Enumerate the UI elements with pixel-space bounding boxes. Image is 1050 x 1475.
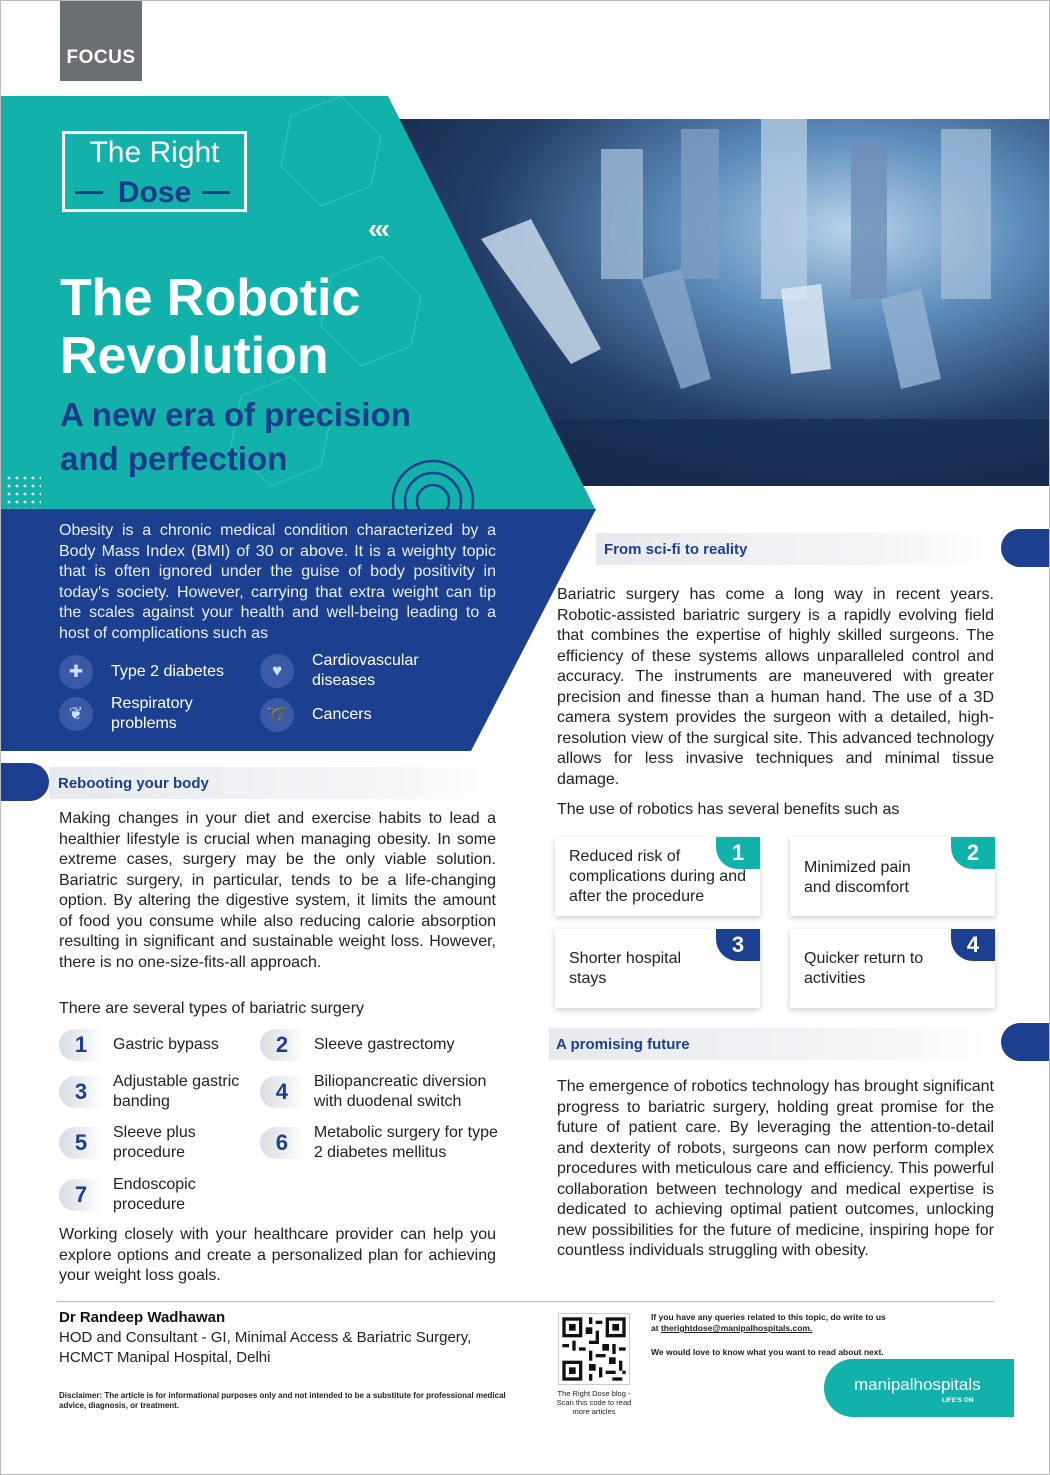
author-name: Dr Randeep Wadhawan	[59, 1309, 226, 1326]
benefit-card	[790, 929, 995, 1008]
benefit-label: Reduced risk of complications during and after the procedure	[569, 848, 746, 905]
condition-item	[260, 651, 440, 691]
number-badge: 2	[260, 1029, 304, 1061]
benefit-number: 1	[716, 837, 760, 869]
benefit-number: 4	[951, 929, 995, 961]
focus-tab	[60, 1, 142, 81]
surgery-type-item	[260, 1072, 505, 1112]
surgery-type-label: Biliopancreatic diversion with duodenal switch	[313, 1073, 487, 1110]
rebooting-closing: Working closely with your healthcare provider can help you explore options and create a personalized plan for achieving your weight loss goals.	[59, 1226, 496, 1284]
lungs-icon: ❦	[59, 697, 93, 731]
contact-email-link[interactable]: therightdose@manipalhospitals.com.	[660, 1323, 813, 1333]
benefit-card	[790, 837, 995, 916]
intro-text: Obesity is a chronic medical condition characterized by a Body Mass Index (BMI) of 30 or above. It is a weighty topic that is often ignored under the guise of body positivity in today's society. However, carrying that extra weight can tip the scales against your health and well-being leading to a host of complications such as	[59, 522, 496, 642]
surgery-type-label: Endoscopic procedure	[113, 1176, 196, 1213]
number-badge: 3	[59, 1076, 103, 1108]
title-line1: The Robotic	[60, 269, 361, 327]
surgery-type-label: Gastric bypass	[113, 1036, 219, 1053]
section-heading-future: A promising future	[549, 1028, 1001, 1060]
section-tab-right	[1001, 1023, 1049, 1061]
logo-dash-right	[202, 191, 230, 194]
disclaimer: Disclaimer: The article is for informational purposes only and not intended to be a substitute for professional medical advice, diagnosis, or treatment.	[59, 1391, 506, 1410]
benefit-card	[555, 929, 760, 1008]
section-heading-scifi: From sci-fi to reality	[596, 533, 1001, 565]
section-heading-rebooting: Rebooting your body	[49, 767, 509, 799]
condition-item	[59, 694, 249, 734]
section-tag: FOCUS	[66, 47, 136, 68]
condition-label: Type 2 diabetes	[111, 663, 224, 680]
surgery-type-label: Sleeve gastrectomy	[314, 1036, 455, 1053]
condition-item	[59, 655, 224, 689]
surgery-type-label: Sleeve plus procedure	[113, 1124, 196, 1161]
manipal-hospitals-logo	[824, 1359, 1014, 1417]
future-text: The emergence of robotics technology has brought significant progress to bariatric surgery, holding great promise for the future of patient care. By leveraging the attention-to-detail and dexterity of robots, surgeons can now perform complex procedures with meticulous care and efficiency. This powerful collaboration between technology and medical expertise is dedicated to achieving optimal patient outcomes, unlocking new possibilities for the future of medicine, inspiring hope for countless individuals struggling with obesity.	[557, 1078, 994, 1259]
diabetes-icon: ✚	[59, 655, 93, 689]
number-badge: 4	[260, 1076, 304, 1108]
page-title	[60, 269, 360, 385]
number-badge: 7	[59, 1179, 103, 1211]
title-line2: Revolution	[60, 327, 329, 385]
surgery-type-item	[59, 1175, 249, 1215]
query-text: If you have any queries related to this topic, do write to us at	[651, 1312, 886, 1333]
surgery-type-item	[260, 1029, 500, 1061]
surgery-type-item	[59, 1029, 249, 1061]
benefit-number: 3	[716, 929, 760, 961]
number-badge: 6	[260, 1127, 304, 1159]
benefit-card	[555, 837, 760, 916]
author-role-line1: HOD and Consultant - GI, Minimal Access & Bariatric Surgery,	[59, 1329, 472, 1346]
ribbon-icon: ➰	[260, 698, 294, 732]
query-note	[651, 1312, 891, 1334]
logo-line1: The Right	[89, 136, 220, 169]
condition-label: Respiratory problems	[111, 695, 193, 732]
condition-label: Cancers	[312, 706, 372, 723]
benefit-label: Shorter hospital stays	[569, 950, 682, 987]
subtitle-line2: and perfection	[60, 440, 288, 477]
surgery-type-item	[59, 1072, 249, 1112]
surgery-type-label: Adjustable gastric banding	[113, 1073, 240, 1110]
section-tab-right	[1001, 529, 1049, 567]
types-intro: There are several types of bariatric surgery	[59, 1000, 365, 1017]
page-subtitle	[60, 393, 411, 481]
footer-divider	[57, 1301, 994, 1302]
subtitle-line1: A new era of precision	[60, 396, 411, 433]
benefits-intro: The use of robotics has several benefits such as	[557, 801, 900, 818]
surgery-type-item	[59, 1123, 249, 1163]
benefit-number: 2	[951, 837, 995, 869]
number-badge: 5	[59, 1127, 103, 1159]
condition-item	[260, 698, 372, 732]
qr-code[interactable]	[558, 1313, 630, 1385]
number-badge: 1	[59, 1029, 103, 1061]
author-role-line2: HCMCT Manipal Hospital, Delhi	[59, 1349, 271, 1366]
logo-dash-left	[75, 191, 103, 194]
brand-tagline: LIFE'S ON	[942, 1397, 974, 1404]
surgery-type-label: Metabolic surgery for type 2 diabetes mellitus	[313, 1124, 498, 1161]
section-tab-left	[1, 763, 49, 801]
heart-icon: ♥	[260, 654, 294, 688]
benefit-label: Minimized pain and discomfort	[804, 859, 911, 896]
scifi-text: Bariatric surgery has come a long way in recent years. Robotic-assisted bariatric surgery is a rapidly evolving field that combines the expertise of highly skilled surgeons. The efficiency of these systems allows unparalleled control and accuracy. The instruments are maneuvered with greater precision and finesse than a human hand. The use of a 3D camera system provides the surgeon with a detailed, high-resolution view of the surgical site. This advanced technology allows for less invasive techniques and minimal tissue damage.	[557, 586, 994, 788]
the-right-dose-logo	[62, 131, 247, 213]
logo-line2: Dose	[117, 176, 192, 209]
condition-label: Cardiovascular diseases	[312, 652, 419, 689]
qr-code-graphic	[559, 1314, 629, 1384]
author-role	[59, 1328, 471, 1368]
feedback-note: We would love to know what you want to read about next.	[651, 1347, 884, 1357]
surgery-type-item	[260, 1123, 505, 1163]
benefit-label: Quicker return to activities	[804, 950, 924, 987]
qr-caption: The Right Dose blog - Scan this code to read more articles	[556, 1389, 632, 1416]
rebooting-text: Making changes in your diet and exercise habits to lead a healthier lifestyle is crucial when managing obesity. In some extreme cases, surgery may be the only viable solution. Bariatric surgery, in particular, tends to be a life-changing option. By altering the digestive system, it limits the amount of food you consume while also reducing calorie absorption resulting in significant and sustainable weight loss. However, there is no one-size-fits-all approach.	[59, 810, 496, 971]
brand-name: manipalhospitals	[854, 1375, 981, 1394]
chevrons-left-icon: ‹‹‹	[368, 213, 387, 244]
